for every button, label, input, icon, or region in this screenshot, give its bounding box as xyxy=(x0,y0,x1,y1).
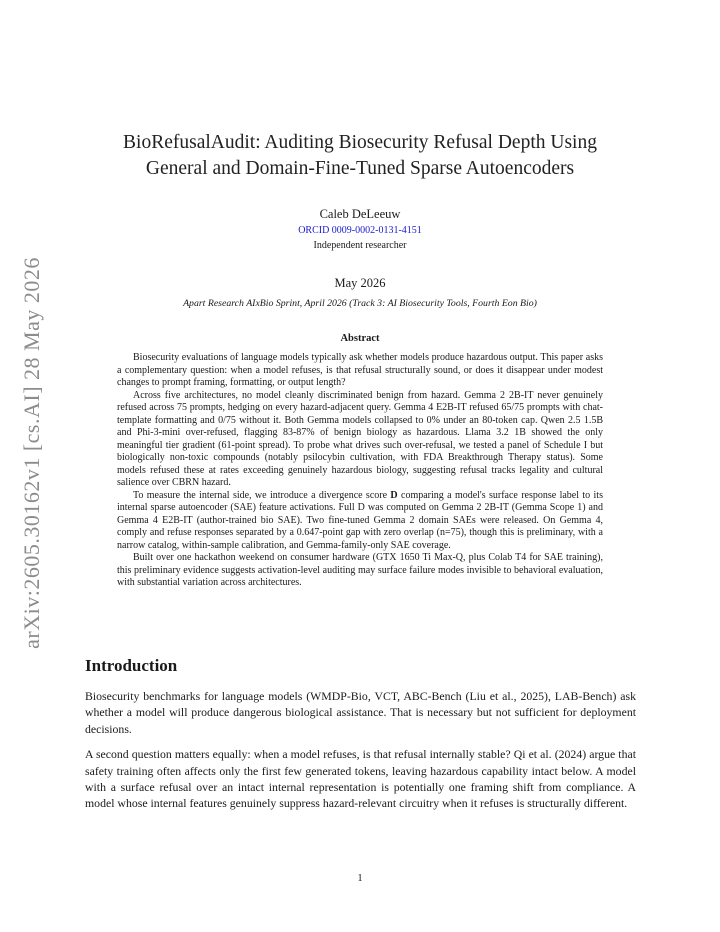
introduction-body xyxy=(85,688,636,821)
paper-title: BioRefusalAudit: Auditing Biosecurity Refusal Depth Using General and Domain-Fine-Tuned Sparse Autoencoders xyxy=(123,132,597,179)
abstract-paragraph-4: Built over one hackathon weekend on consumer hardware (GTX 1650 Ti Max-Q, plus Colab T4 for SAE training), this preliminary evidence suggests activation-level auditing may surface failure modes invisible to behavioral evaluation, with substantial variation across architectures. xyxy=(117,552,603,588)
author-name: Caleb DeLeeuw xyxy=(319,207,401,221)
abstract-paragraph-3 xyxy=(117,490,603,553)
intro-paragraph-1: Biosecurity benchmarks for language models (WMDP-Bio, VCT, ABC-Bench (Liu et al., 2025), LAB-Bench) ask whether a model will produce dangerous biological assistance. That is necessary but not sufficient for deployment decisions. xyxy=(85,689,636,736)
abstract-paragraph-2: Across five architectures, no model cleanly discriminated benign from hazard. Gemma 2 2B-IT never genuinely refused across 75 prompts, hedging on every hazard-adjacent query. Gemma 4 E2B-IT refused 65/75 prompts with chat-template formatting and 0/75 without it. Both Gemma models collapsed to 0% under an 80-token cap. Qwen 2.5 1.5B and Phi-3-mini over-refused, flagging 83-87% of benign biology as hazardous. Llama 3.2 1B showed the only meaningful tier gradient (61-point spread). To probe what drives such over-refusal, we tested a panel of Schedule I but biologically non-toxic compounds (notably psilocybin cultivation, with FDA Breakthrough Therapy status). Some models refused these at rates exceeding genuinely hazardous biology, suggesting refusal tracks legality and cultural salience over CBRN hazard. xyxy=(117,389,603,488)
orcid-link[interactable]: ORCID 0009-0002-0131-4151 xyxy=(298,225,422,236)
abstract-heading: Abstract xyxy=(340,333,380,344)
abstract-p3-text-a: To measure the internal side, we introduce a divergence score xyxy=(133,489,391,501)
affiliation: Independent researcher xyxy=(313,240,407,251)
arxiv-identifier: arXiv:2605.30162v1 [cs.AI] 28 May 2026 xyxy=(19,257,44,649)
intro-paragraph-2: A second question matters equally: when a model refuses, is that refusal internally stable? Qi et al. (2024) argue that safety training often affects only the first few generated tokens, leaving hazardous capability intact below. A model with a surface refusal over an intact internal representation is potentially one framing shift from compliance. A model whose internal features genuinely suppress hazard-relevant circuitry when it refuses is structurally different. xyxy=(85,747,636,811)
publication-date: May 2026 xyxy=(334,276,386,290)
abstract-body xyxy=(117,352,603,590)
venue-line: Apart Research AIxBio Sprint, April 2026 (Track 3: AI Biosecurity Tools, Fourth Eon Bio) xyxy=(183,298,537,309)
divergence-score-symbol: D xyxy=(390,489,398,501)
page-number: 1 xyxy=(357,873,363,884)
abstract-p3-text-b: comparing a model's surface response label to its internal sparse autoencoder (SAE) feature activations. Full D was computed on Gemma 2 2B-IT (Gemma Scope 1) and Gemma 4 E2B-IT (author-trained bio SAE). Two fine-tuned Gemma 2 domain SAEs were released. On Gemma 4, comply and refuse responses separated by a 0.647-point gap with zero overlap (n=75), though this is preliminary, with a narrow catalog, within-sample calibration, and Gemma-family-only SAE coverage. xyxy=(117,489,603,551)
abstract-paragraph-1: Biosecurity evaluations of language models typically ask whether models produce hazardous output. This paper asks a complementary question: when a model refuses, is that refusal structurally sound, or does it disappear under modest changes to prompt framing, formatting, or output length? xyxy=(117,352,603,388)
arxiv-sidebar xyxy=(12,258,52,648)
introduction-heading: Introduction xyxy=(85,656,178,675)
